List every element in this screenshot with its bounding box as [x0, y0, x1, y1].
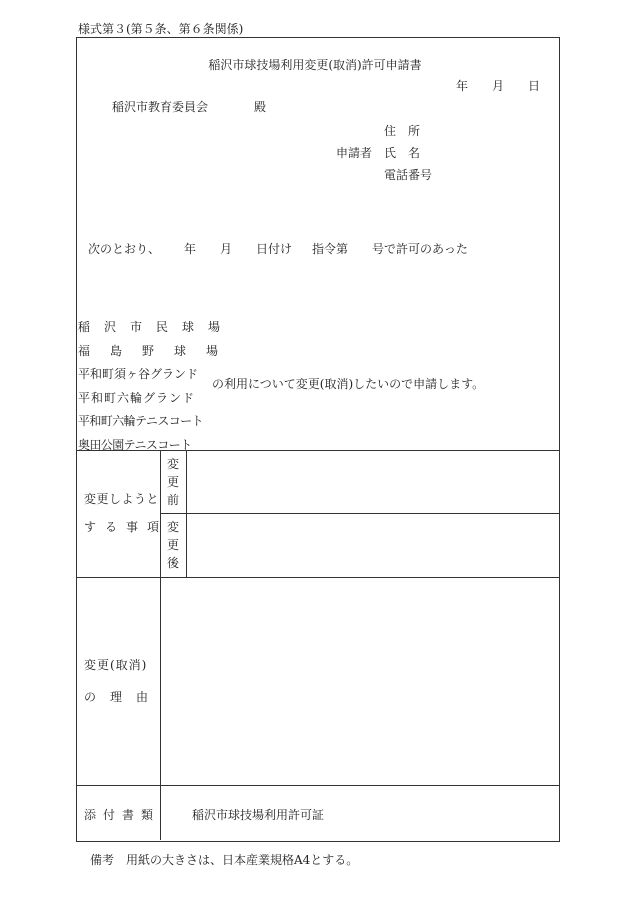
facility-item: 平和町六輪グランド — [78, 390, 196, 405]
facility-item: 平和町須ヶ谷グランド — [78, 367, 199, 381]
reason-label-line2: の理由 — [84, 690, 163, 704]
form-label: 様式第３(第５条、第６条関係) — [78, 22, 244, 36]
facility-item: 福島野球場 — [78, 343, 239, 358]
permit-number-prefix: 指令第 — [312, 242, 349, 256]
reason-label-line1: 変更(取消) — [84, 658, 148, 672]
change-items-label-line2: する事項 — [84, 520, 169, 534]
change-before-label: 変更前 — [166, 457, 179, 507]
date-month-label: 月 — [492, 79, 505, 93]
permit-year: 年 — [184, 242, 197, 256]
applicant-phone-label: 電話番号 — [384, 168, 433, 182]
permit-month: 月 — [220, 242, 233, 256]
facility-item: 平和町六輪テニスコート — [78, 414, 203, 428]
footer-note: 備考 用紙の大きさは、日本産業規格A4とする。 — [90, 853, 359, 867]
application-text: の利用について変更(取消)したいので申請します。 — [212, 377, 485, 391]
date-day-label: 日 — [528, 79, 541, 93]
change-after-label: 変更後 — [166, 520, 179, 570]
facility-item: 奥田公園テニスコート — [78, 437, 192, 452]
attachments-label: 添付書類 — [84, 808, 161, 822]
applicant-address-label: 住 所 — [384, 124, 421, 138]
change-items-label-line1: 変更しようと — [84, 492, 160, 506]
permit-day-suffix: 日付け — [256, 242, 293, 256]
page-title: 稲沢市球技場利用変更(取消)許可申請書 — [208, 58, 422, 72]
facility-item: 稲沢市民球場 — [78, 320, 235, 334]
date-year-label: 年 — [456, 79, 469, 93]
attachments-value: 稲沢市球技場利用許可証 — [192, 808, 325, 822]
facility-list — [78, 316, 239, 457]
permit-prefix: 次のとおり、 — [88, 242, 161, 256]
addressee-name: 稲沢市教育委員会 — [112, 100, 209, 114]
addressee-honorific: 殿 — [254, 100, 267, 114]
applicant-name-label: 氏 名 — [384, 146, 421, 160]
applicant-label: 申請者 — [336, 146, 373, 160]
permit-number-suffix: 号で許可のあった — [372, 242, 468, 256]
